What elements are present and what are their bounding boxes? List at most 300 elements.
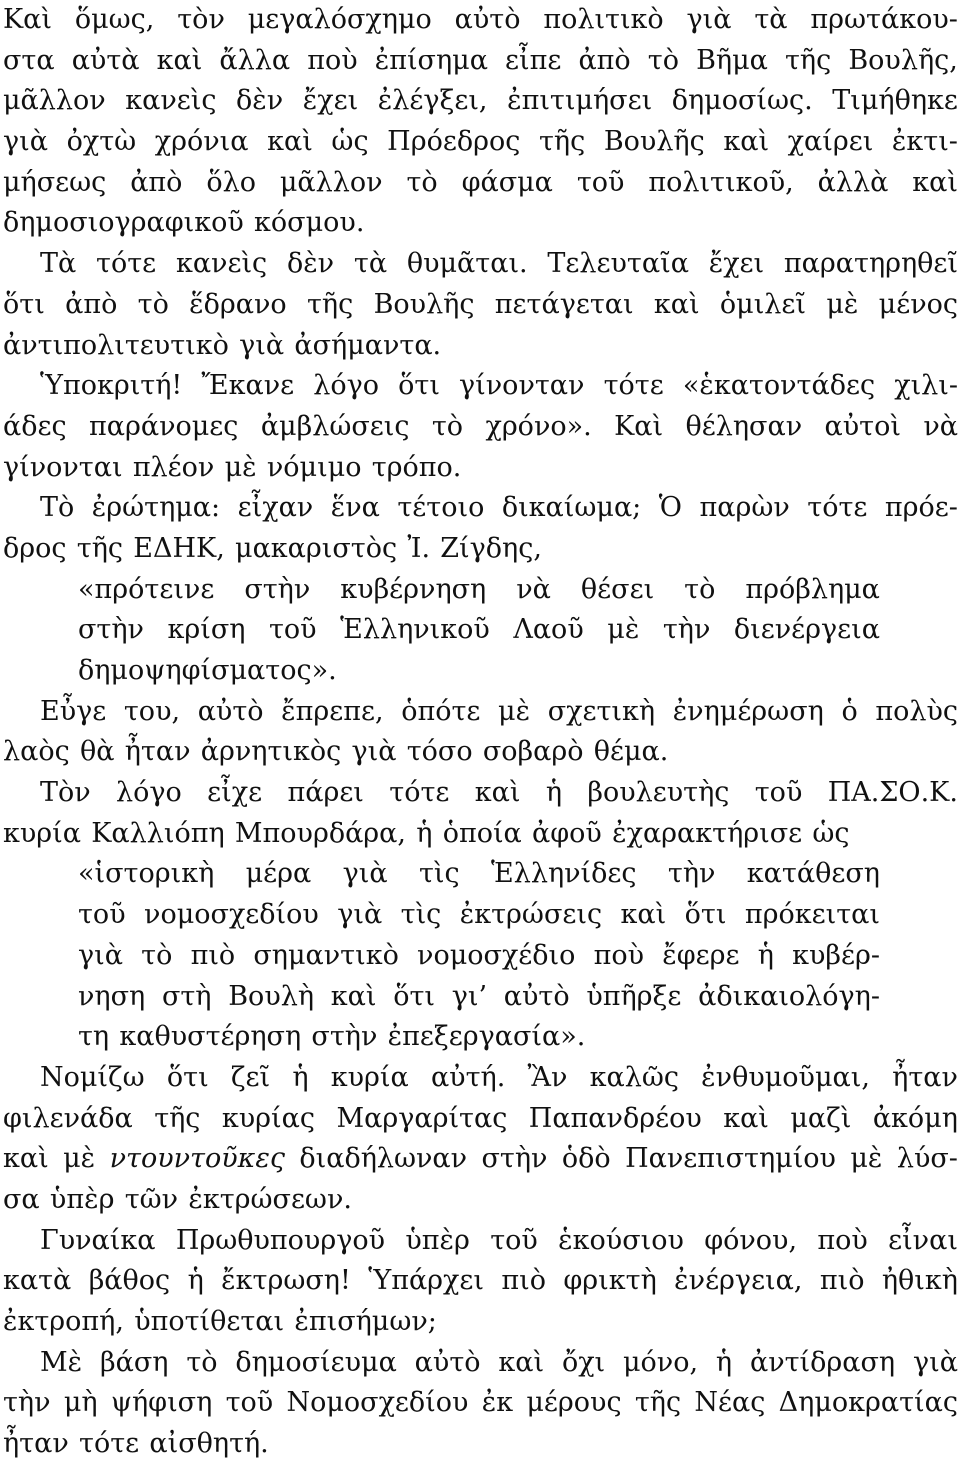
text-line (3, 692, 958, 733)
word: γίνονταν (459, 370, 585, 402)
word: τῆς (307, 288, 354, 320)
text-line (3, 570, 958, 611)
word: ὑπὲρ (49, 1183, 115, 1215)
word: τὸ (684, 573, 716, 605)
word: «ἑκατοντάδες (682, 370, 876, 402)
word: στὴ (161, 980, 212, 1012)
word: μένος (878, 288, 958, 320)
word: τοῦ (78, 899, 126, 931)
word: Βουλὴ (228, 980, 315, 1012)
word: μὲ (607, 614, 640, 646)
word: ἐρώτημα: (91, 492, 221, 524)
word: ὑπῆρξε (586, 980, 682, 1012)
word: γιὰ (78, 939, 123, 971)
word: δὲν (236, 85, 284, 117)
word: ἀπὸ (578, 44, 631, 76)
word: πρόκειται (744, 899, 880, 931)
text-line (3, 1261, 958, 1302)
word: βουλευτὴς (587, 777, 730, 809)
word: ἐπισήμων; (294, 1306, 437, 1337)
word: δικαίωμα; (501, 492, 642, 524)
word: καὶ (653, 288, 700, 320)
word: «ἱστορικὴ (78, 858, 215, 890)
word: ὁμιλεῖ (719, 288, 806, 320)
word: τότε (96, 248, 157, 280)
word: Παπανδρέου (528, 1102, 702, 1134)
text-line (3, 773, 958, 814)
word: ἐκ (481, 1387, 514, 1419)
word: καὶ (474, 777, 521, 809)
word: Τελευταῖα (547, 248, 689, 280)
text-line (3, 407, 958, 448)
word: τοῦ (268, 614, 317, 646)
word: τοῦ (576, 166, 625, 198)
text-line (3, 732, 958, 773)
word: Μπουρδάρα, (234, 817, 407, 849)
word: ψήφιση (110, 1387, 213, 1419)
text-line (3, 651, 958, 692)
word: τὸ (647, 44, 679, 76)
word: ἡ (715, 1346, 733, 1378)
word: λαὸς (3, 736, 70, 768)
word: ἕδρανο (189, 288, 287, 320)
word: στὴν (311, 1021, 378, 1053)
word: τότε (389, 777, 450, 809)
word: ἕνα (330, 492, 380, 524)
word: διενέργεια (733, 614, 880, 646)
word: «πρότεινε (78, 573, 215, 605)
text-line (3, 895, 958, 936)
word: τοῦ (754, 777, 803, 809)
word: δημοσίως. (671, 85, 813, 117)
word: ἀρνητικὸς (200, 736, 342, 768)
word: στὴν (481, 1143, 548, 1175)
word: γιὰ (337, 899, 383, 931)
word: λύσ- (896, 1143, 958, 1175)
word: καὶ (912, 166, 958, 198)
word: Ἰ. (407, 532, 431, 564)
word: νηση (78, 980, 146, 1012)
word: εἶχαν (237, 492, 314, 524)
word: τὸ (431, 410, 464, 442)
word: κυβέρ- (792, 939, 880, 971)
word: καὶ (330, 980, 377, 1012)
word: μὲ (498, 695, 531, 727)
word: σχετικὴ (547, 695, 656, 727)
word: σα (3, 1183, 40, 1215)
word: Νέας (694, 1387, 766, 1419)
word: πιὸ (501, 1265, 546, 1297)
word: εἶχε (207, 777, 263, 809)
word: καὶ (723, 126, 770, 158)
text-line (3, 1383, 958, 1424)
word: καλῶς (589, 1061, 679, 1093)
word: ΠΑ.ΣΟ.Κ. (827, 777, 958, 809)
word: ἐνθυμοῦμαι, (701, 1061, 870, 1093)
word: τὸ (186, 1346, 218, 1378)
word: νομοσχέδιο (417, 939, 576, 971)
word: καὶ (267, 126, 313, 158)
text-line (3, 1017, 958, 1058)
word: δημοσιογραφικοῦ (3, 207, 244, 239)
word: σημαντικὸ (253, 939, 399, 971)
word: Ὁ (658, 492, 682, 524)
word: ἠθικὴ (881, 1265, 958, 1297)
word: γιὰ (686, 4, 732, 35)
text-line (3, 936, 958, 977)
word: θὰ (79, 736, 115, 768)
word: μὲ (850, 1143, 883, 1175)
word: Μὲ (40, 1346, 83, 1378)
word: νομοσχεδίου (144, 899, 319, 931)
word: ἡ (757, 939, 774, 971)
word: ἐπίσημα (374, 44, 488, 76)
word: παράνομες (89, 410, 239, 442)
word: κατάθεση (746, 858, 880, 890)
word: φάσμα (461, 166, 553, 198)
word: τὸ (141, 939, 173, 971)
word: Τὸ (40, 492, 75, 524)
word: ζεῖ (230, 1061, 271, 1093)
word: του, (123, 695, 181, 727)
word: ἀσήμαντα. (294, 329, 442, 361)
word: ὅτι (393, 980, 435, 1012)
word: τὶς (419, 858, 460, 890)
word: ποὺ (593, 939, 645, 971)
word: κατὰ (3, 1265, 72, 1297)
word: Βουλῆς (603, 126, 705, 158)
word: θέλησαν (685, 410, 803, 442)
word: πρόε- (884, 492, 958, 524)
word: Ἑλληνίδες (491, 858, 637, 890)
word: αὐτή. (430, 1061, 506, 1093)
word: ἦταν (892, 1061, 958, 1093)
word: αὐτὸ (414, 1346, 481, 1378)
text-line (3, 163, 958, 204)
word: ἐπεξεργασία». (387, 1021, 586, 1053)
word: ἔκτρωση! (221, 1265, 351, 1297)
word: ἔχει (708, 248, 765, 280)
word: πιὸ (819, 1265, 865, 1297)
word: παρατηρηθεῖ (783, 248, 958, 280)
text-line (3, 488, 958, 529)
word: ποὺ (307, 44, 358, 76)
word: Τιμήθηκε (832, 85, 958, 117)
word: μὲ (63, 1143, 96, 1175)
word: τόσο (406, 736, 473, 768)
text-line (3, 0, 958, 41)
word: κανεὶς (125, 85, 217, 117)
word: γιὰ (3, 126, 48, 158)
word: κόσμου. (254, 207, 365, 239)
word: τὸ (406, 166, 438, 198)
word: μᾶλλον (279, 166, 383, 198)
word: δημοσίευμα (235, 1346, 397, 1378)
word: ἡ (292, 1061, 309, 1093)
word: ἐκτροπή, (3, 1306, 124, 1337)
text-line (3, 1180, 958, 1221)
word: Καλλιόπη (91, 817, 225, 849)
word: ἦταν (3, 1428, 69, 1460)
word: τῆς (76, 532, 124, 564)
word: τὴν (662, 614, 711, 646)
word: ἀλλὰ (817, 166, 889, 198)
word: ὀχτὼ (66, 126, 137, 158)
text-line (3, 529, 958, 570)
word: κρίση (167, 614, 246, 646)
word: πολιτικὸ (543, 4, 664, 35)
word: ὁποία (442, 817, 522, 849)
word: Ἂν (527, 1061, 568, 1093)
word: Καὶ (614, 410, 664, 442)
word: καὶ (723, 1102, 769, 1134)
word: ὅλο (206, 166, 256, 198)
word: ἔχει (302, 85, 359, 117)
word: γι’ (451, 980, 488, 1012)
text-line (3, 122, 958, 163)
word: ὅτι (398, 370, 440, 402)
word: γιὰ (351, 736, 397, 768)
word: φρικτὴ (563, 1265, 657, 1297)
word: ἀκόμη (872, 1102, 958, 1134)
word: νόμιμο (266, 451, 362, 483)
text-line (3, 1058, 958, 1099)
word: Ἔκανε (201, 370, 295, 402)
word: Πρόεδρος (387, 126, 521, 158)
word: καθυστέρηση (119, 1021, 302, 1053)
word: εἶπε (505, 44, 562, 76)
word: γιὰ (342, 858, 388, 890)
word: ἦταν (124, 736, 191, 768)
word: ὁδὸ (561, 1143, 611, 1175)
text-line (3, 1099, 958, 1140)
word: ὁ (841, 695, 858, 727)
text-line (3, 285, 958, 326)
word: ὅτι (166, 1061, 209, 1093)
word: μαζὶ (790, 1102, 852, 1134)
word: τῆς (154, 1102, 201, 1134)
text-line (3, 1302, 958, 1343)
word: μέρα (245, 858, 312, 890)
word: ὅτι (684, 899, 727, 931)
word: Τὰ (40, 248, 77, 280)
word: ἡ (545, 777, 562, 809)
word: φιλενάδα (3, 1102, 133, 1134)
word: χρόνια (154, 126, 249, 158)
word: ἐκτρώσεων. (188, 1183, 352, 1215)
word: κυβέρνηση (340, 573, 487, 605)
word: θέσει (580, 573, 655, 605)
word: μέρους (526, 1387, 622, 1419)
word: ἄλλα (219, 44, 291, 76)
word: ὅτι (3, 288, 45, 320)
word: αὐτὰ (71, 44, 140, 76)
word: ὁπότε (401, 695, 481, 727)
word: πετάγεται (494, 288, 634, 320)
word: μὴ (63, 1387, 98, 1419)
text-line (3, 977, 958, 1018)
word: τὰ (353, 248, 388, 280)
word: Λαοῦ (513, 614, 584, 646)
word: φόνου, (704, 1224, 798, 1256)
text-line (3, 448, 958, 489)
word: αὐτοὶ (824, 410, 901, 442)
word: ἐνέργεια, (674, 1265, 803, 1297)
word: Βῆμα (696, 44, 768, 76)
word: αὐτὸ (503, 980, 570, 1012)
word: τρόπο. (371, 451, 462, 483)
word: ἡ (187, 1265, 204, 1297)
text-line (3, 814, 958, 855)
word: ἑκούσιου (558, 1224, 684, 1256)
word: πάρει (287, 777, 364, 809)
word: μᾶλλον (3, 85, 106, 117)
word: ἐκτρώσεις (459, 899, 603, 931)
word: ἀπὸ (65, 288, 118, 320)
word: θέμα. (593, 736, 669, 768)
word: καὶ (620, 899, 667, 931)
word: ἀπὸ (130, 166, 183, 198)
word: μακαριστὸς (235, 532, 398, 564)
word: τῆς (634, 1387, 682, 1419)
word: ἔπρεπε, (281, 695, 384, 727)
word: Ὑπάρχει (368, 1265, 484, 1297)
word: ἀντιπολιτευτικὸ (3, 329, 229, 361)
word: μὲ (826, 288, 859, 320)
word: Πανεπιστημίου (625, 1143, 836, 1175)
word: τὶς (400, 899, 442, 931)
text-line (3, 1424, 958, 1465)
word: τότε (807, 492, 868, 524)
word: Νομίζω (40, 1061, 145, 1093)
word: δημοψηφίσματος». (78, 655, 337, 686)
word: γίνονται (3, 451, 123, 483)
word: ὑπὲρ (405, 1224, 470, 1256)
text-line (3, 41, 958, 82)
word: Ἑλληνικοῦ (340, 614, 490, 646)
word: Καὶ (3, 4, 52, 35)
word: μὲ (224, 451, 257, 483)
word: δὲν (286, 248, 335, 280)
word: Μαργαρίτας (336, 1102, 508, 1134)
word: ἀμβλώσεις (260, 410, 410, 442)
word: σοβαρὸ (482, 736, 584, 768)
word: κυρίας (221, 1102, 315, 1134)
word: ἀντίδραση (749, 1346, 896, 1378)
word: πρόβλημα (745, 573, 880, 605)
word: καὶ (498, 1346, 545, 1378)
word: Βουλῆς, (848, 44, 958, 76)
word: πιὸ (190, 939, 236, 971)
text-line (3, 1343, 958, 1384)
word: ἔφερε (662, 939, 740, 971)
word: τέτοιο (397, 492, 485, 524)
word: γιὰ (239, 329, 285, 361)
word: πλέον (132, 451, 215, 483)
word: τοῦ (225, 1387, 274, 1419)
word: τότε (603, 370, 664, 402)
word: χιλι- (894, 370, 958, 402)
word: Ὑποκριτή! (40, 370, 183, 402)
text-line (3, 203, 958, 244)
word: Γυναίκα (40, 1224, 156, 1256)
word: τότε (79, 1428, 140, 1460)
word: θυμᾶται. (406, 248, 528, 280)
word: τῆς (784, 44, 832, 76)
word: πρωτάκου- (810, 4, 958, 35)
word: Βουλῆς (373, 288, 475, 320)
word: Πρωθυπουργοῦ (175, 1224, 386, 1256)
word: τῶν (124, 1183, 179, 1215)
word: καὶ (156, 44, 203, 76)
word: καὶ (3, 1143, 49, 1175)
word: νὰ (516, 573, 551, 605)
word: λόγο (116, 777, 182, 809)
text-line (3, 326, 958, 367)
word: τῆς (538, 126, 586, 158)
word: πολὺς (875, 695, 958, 727)
word: τὸ (137, 288, 169, 320)
word: άδες (3, 410, 67, 442)
word: ὡς (331, 126, 369, 158)
word: μόνο, (623, 1346, 699, 1378)
word: αὐτὸ (454, 4, 521, 35)
word: εἶναι (888, 1224, 958, 1256)
word: ποὺ (817, 1224, 868, 1256)
word: Ζίγδης, (440, 532, 542, 564)
word: χρόνο». (485, 410, 592, 442)
word: τὰ (754, 4, 788, 35)
word: παρὼν (699, 492, 790, 524)
word: νὰ (923, 410, 958, 442)
text-line (3, 366, 958, 407)
word: γιὰ (912, 1346, 958, 1378)
word: ντουντοῦκες (109, 1143, 285, 1175)
word: κανεὶς (175, 248, 268, 280)
word: Τὸν (40, 777, 91, 809)
word: ὄχι (561, 1346, 606, 1378)
word: τη (78, 1021, 110, 1053)
word: ἐκτι- (891, 126, 958, 158)
word: διαδήλωναν (299, 1143, 468, 1175)
word: στὴν (244, 573, 311, 605)
word: ΕΔΗΚ, (133, 532, 225, 564)
word: ἀφοῦ (532, 817, 602, 849)
word: τὴν (667, 858, 716, 890)
word: στα (3, 44, 55, 76)
word: ἀδικαιολόγη- (698, 980, 880, 1012)
word: μήσεως (3, 166, 107, 198)
text-line (3, 81, 958, 122)
word: ὅμως, (74, 4, 155, 35)
word: ἡ (416, 817, 433, 849)
word: τὸν (177, 4, 225, 35)
word: ἐνημέρωση (672, 695, 824, 727)
word: βάθος (88, 1265, 171, 1297)
text-line (3, 854, 958, 895)
word: Νομοσχεδίου (286, 1387, 469, 1419)
word: τὴν (3, 1387, 51, 1419)
word: ἐπιτιμήσει (507, 85, 653, 117)
word: Δημοκρατίας (778, 1387, 958, 1419)
text-line (3, 244, 958, 285)
text-body (3, 0, 958, 1465)
word: δρος (3, 532, 67, 564)
word: χαίρει (787, 126, 874, 158)
text-line (3, 1221, 958, 1262)
word: λόγο (313, 370, 380, 402)
text-line (3, 1139, 958, 1180)
